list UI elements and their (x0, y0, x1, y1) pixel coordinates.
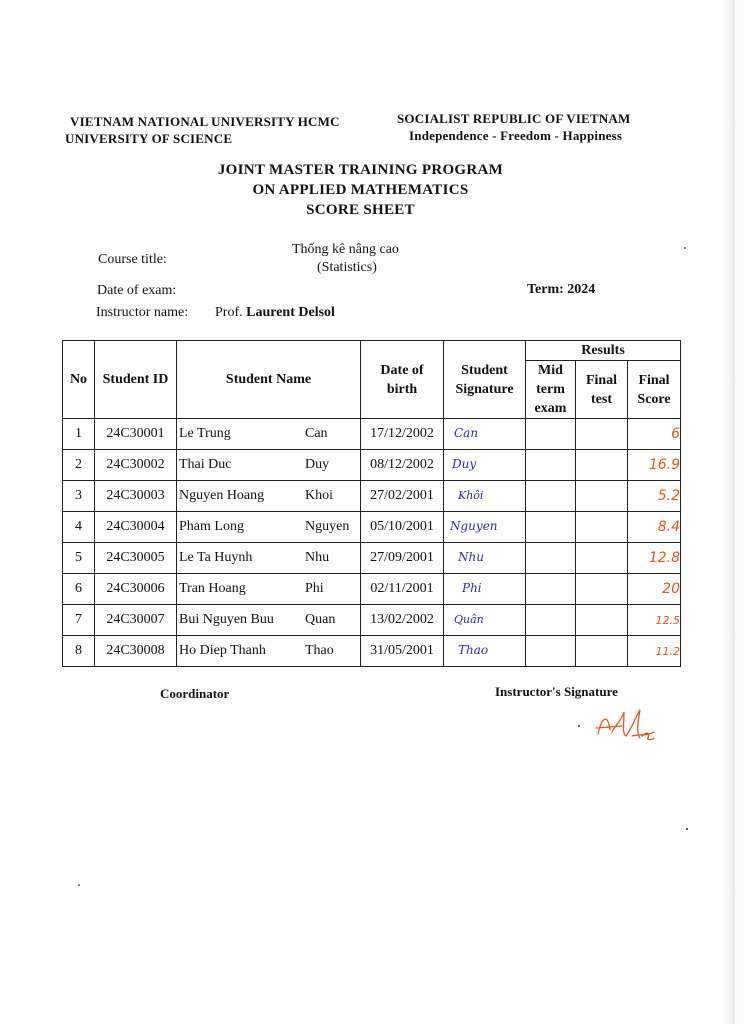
row-student-name (177, 574, 361, 605)
row-final-test (576, 450, 628, 481)
header-motto: Independence - Freedom - Happiness (409, 128, 623, 143)
row-mid-term (526, 450, 576, 481)
title-program: JOINT MASTER TRAINING PROGRAM (217, 162, 504, 178)
name-first: Tran Hoang (179, 581, 246, 596)
handwritten-signature: Phi (462, 581, 482, 595)
row-student-name (177, 605, 361, 636)
handwritten-signature: Nguyen (450, 519, 498, 533)
row-final-test (576, 512, 628, 543)
course-title-en: (Statistics) (317, 260, 377, 275)
row-date-of-birth: 17/12/2002 (361, 419, 444, 450)
row-no: 3 (63, 481, 95, 512)
row-signature (444, 574, 526, 605)
row-signature (444, 512, 526, 543)
row-mid-term (526, 543, 576, 574)
row-student-name (177, 543, 361, 574)
scan-speck (686, 828, 688, 830)
row-date-of-birth: 13/02/2002 (361, 605, 444, 636)
row-no: 4 (63, 512, 95, 543)
row-final-test (576, 481, 628, 512)
header-student-name: Student Name (177, 341, 361, 419)
date-of-exam-label: Date of exam: (97, 283, 177, 298)
table-row (63, 481, 681, 512)
handwritten-signature: Duy (452, 457, 477, 471)
row-signature (444, 543, 526, 574)
row-final-score: 6 (628, 419, 681, 450)
row-signature (444, 605, 526, 636)
row-student-id: 24C30002 (95, 450, 177, 481)
table-row (63, 419, 681, 450)
row-no: 6 (63, 574, 95, 605)
instructor-fullname: Laurent Delsol (246, 305, 335, 320)
scan-edge-shadow (721, 0, 745, 1024)
row-student-id: 24C30004 (95, 512, 177, 543)
name-last: Quan (305, 612, 336, 627)
header-date-of-birth: Date of birth (361, 341, 444, 419)
instructor-name-label: Instructor name: (96, 305, 189, 320)
row-signature (444, 450, 526, 481)
name-last: Khoi (305, 488, 333, 503)
instructor-signature-label: Instructor's Signature (495, 684, 618, 699)
name-last: Nguyen (305, 519, 350, 534)
scan-speck (578, 725, 580, 727)
instructor-prefix: Prof. (215, 305, 243, 320)
row-signature (444, 419, 526, 450)
course-title-label: Course title: (98, 252, 167, 267)
table-row (63, 574, 681, 605)
name-last: Duy (305, 457, 330, 472)
row-student-id: 24C30005 (95, 543, 177, 574)
row-date-of-birth: 05/10/2001 (361, 512, 444, 543)
row-date-of-birth: 27/02/2001 (361, 481, 444, 512)
table-row (63, 605, 681, 636)
row-mid-term (526, 481, 576, 512)
row-mid-term (526, 636, 576, 667)
handwritten-signature: Khôi (458, 489, 484, 502)
row-final-score: 12.8 (628, 543, 681, 574)
name-first: Ho Diep Thanh (179, 643, 266, 658)
title-subject: ON APPLIED MATHEMATICS (252, 182, 469, 198)
row-no: 1 (63, 419, 95, 450)
name-first: Bui Nguyen Buu (179, 612, 274, 627)
row-final-score: 20 (628, 574, 681, 605)
header-republic: SOCIALIST REPUBLIC OF VIETNAM (397, 111, 631, 126)
row-final-test (576, 419, 628, 450)
row-final-test (576, 543, 628, 574)
row-final-score: 16.9 (628, 450, 681, 481)
name-last: Phi (305, 581, 324, 596)
scan-speck (78, 884, 80, 886)
row-final-score: 12.5 (628, 605, 681, 636)
table-row (63, 512, 681, 543)
row-date-of-birth: 08/12/2002 (361, 450, 444, 481)
header-faculty: UNIVERSITY OF SCIENCE (65, 131, 233, 146)
handwritten-signature: Can (454, 426, 479, 440)
table-row (63, 543, 681, 574)
name-first: Thai Duc (179, 457, 232, 472)
row-final-test (576, 605, 628, 636)
handwritten-signature: Thao (458, 643, 489, 657)
row-date-of-birth: 02/11/2001 (361, 574, 444, 605)
header-student-signature: Student Signature (444, 341, 526, 419)
row-date-of-birth: 27/09/2001 (361, 543, 444, 574)
row-mid-term (526, 512, 576, 543)
row-final-score: 8.4 (628, 512, 681, 543)
signature-drawing (592, 706, 658, 744)
instructor-signature-mark (592, 706, 658, 744)
name-first: Pham Long (179, 519, 244, 534)
row-final-test (576, 574, 628, 605)
row-final-score: 5.2 (628, 481, 681, 512)
row-student-id: 24C30003 (95, 481, 177, 512)
table-row (63, 450, 681, 481)
row-no: 5 (63, 543, 95, 574)
table-row (63, 636, 681, 667)
header-results: Results (526, 341, 681, 361)
coordinator-label: Coordinator (160, 686, 230, 701)
handwritten-signature: Quân (454, 613, 484, 626)
row-student-id: 24C30006 (95, 574, 177, 605)
row-student-id: 24C30007 (95, 605, 177, 636)
row-signature (444, 481, 526, 512)
scan-speck (684, 247, 686, 249)
name-last: Nhu (305, 550, 330, 565)
name-first: Le Trung (179, 426, 231, 441)
row-student-name (177, 481, 361, 512)
instructor-name (215, 305, 335, 321)
handwritten-signature: Nhu (458, 550, 484, 564)
row-student-name (177, 419, 361, 450)
header-final-test: Final test (576, 361, 628, 419)
header-student-id: Student ID (95, 341, 177, 419)
row-student-name (177, 450, 361, 481)
row-mid-term (526, 605, 576, 636)
header-final-score: Final Score (628, 361, 681, 419)
row-date-of-birth: 31/05/2001 (361, 636, 444, 667)
header-university: VIETNAM NATIONAL UNIVERSITY HCMC (70, 114, 340, 129)
row-student-name (177, 636, 361, 667)
header-no: No (63, 341, 95, 419)
name-last: Thao (305, 643, 334, 658)
row-no: 7 (63, 605, 95, 636)
row-student-name (177, 512, 361, 543)
name-last: Can (305, 426, 328, 441)
term-label: Term: 2024 (527, 282, 596, 297)
row-signature (444, 636, 526, 667)
row-no: 8 (63, 636, 95, 667)
title-score-sheet: SCORE SHEET (306, 202, 415, 218)
row-final-score: 11.2 (628, 636, 681, 667)
name-first: Nguyen Hoang (179, 488, 265, 503)
row-mid-term (526, 419, 576, 450)
row-final-test (576, 636, 628, 667)
row-student-id: 24C30001 (95, 419, 177, 450)
header-mid-term-exam: Mid term exam (526, 361, 576, 419)
course-title-vi: Thống kê nâng cao (292, 242, 399, 257)
row-mid-term (526, 574, 576, 605)
row-student-id: 24C30008 (95, 636, 177, 667)
score-table (62, 340, 681, 667)
row-no: 2 (63, 450, 95, 481)
name-first: Le Ta Huynh (179, 550, 253, 565)
